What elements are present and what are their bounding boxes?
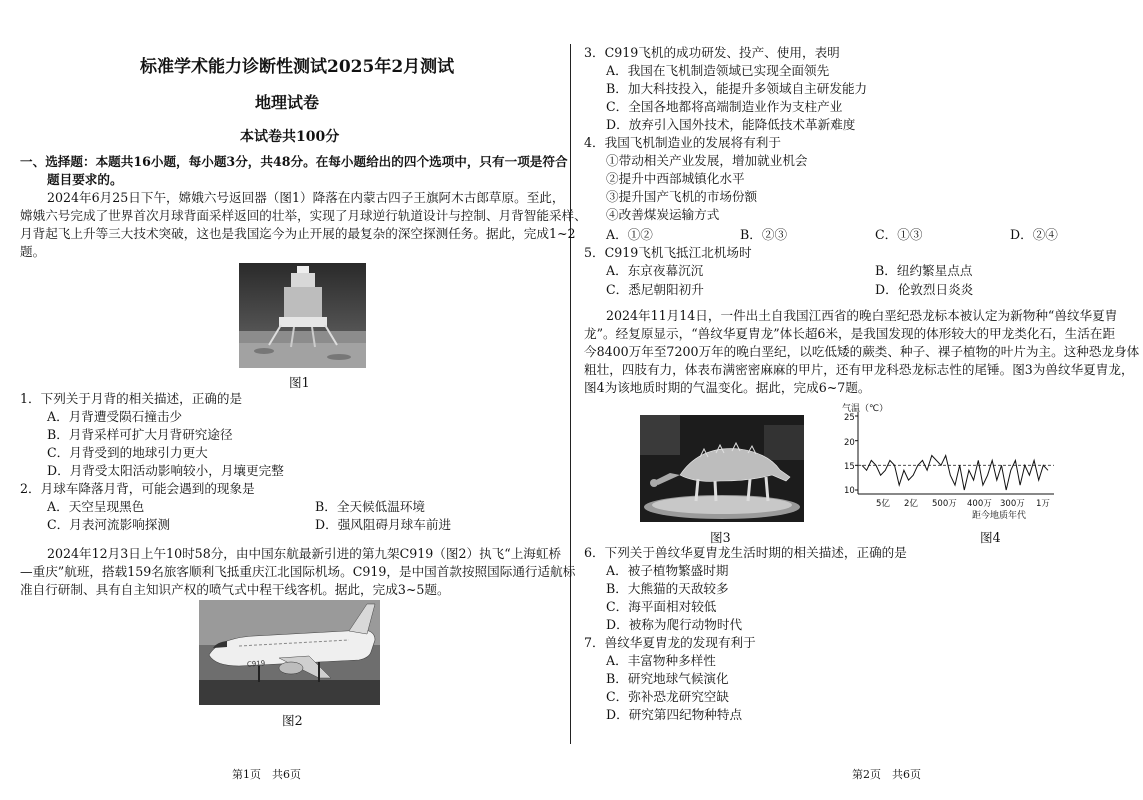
q4-option-c: C．①③ — [875, 227, 923, 242]
passage3-line: 今8400万年至7200万年的晚白垩纪，以吃低矮的蕨类、种子、裸子植物的叶片为主。这种恐龙身体 — [584, 344, 1140, 359]
passage2-line: 2024年12月3日上午10时58分，由中国东航最新引进的第九架C919（图2）执飞“上海虹桥 — [47, 546, 562, 561]
chart-xtick: 2亿 — [904, 499, 918, 509]
q7-option-c: C．弥补恐龙研究空缺 — [606, 689, 729, 704]
q6-option-b: B．大熊猫的天敌较多 — [606, 581, 729, 596]
chart-ytick: 10 — [844, 486, 855, 496]
figure3-dinosaur-photo — [640, 415, 804, 522]
chart-ylabel: 气温（℃） — [842, 404, 889, 414]
q6-option-a: A．被子植物繁盛时期 — [606, 563, 729, 578]
q4-item-1: ①带动相关产业发展，增加就业机会 — [606, 153, 808, 168]
q3-option-a: A．我国在飞机制造领域已实现全面领先 — [606, 63, 830, 78]
q2-option-d: D．强风阻碍月球车前进 — [315, 517, 452, 532]
temperature-chart-svg — [840, 400, 1060, 522]
chart-xtick: 400万 — [967, 499, 992, 509]
q4-stem: 4．我国飞机制造业的发展将有利于 — [584, 135, 781, 150]
q1-stem: 1．下列关于月背的相关描述，正确的是 — [20, 391, 243, 406]
q6-option-d: D．被称为爬行动物时代 — [606, 617, 743, 632]
passage1-line: 嫦娥六号完成了世界首次月球背面采样返回的壮举，实现了月球逆行轨道设计与控制、月背智能采样、 — [20, 208, 587, 223]
q1-option-c: C．月背受到的地球引力更大 — [47, 445, 208, 460]
q2-option-b: B．全天候低温环境 — [315, 499, 426, 514]
q2-option-c: C．月表河流影响探测 — [47, 517, 170, 532]
q2-stem: 2．月球车降落月背，可能会遇到的现象是 — [20, 481, 255, 496]
chart-ytick: 15 — [844, 462, 855, 472]
chart-xtick: 500万 — [932, 499, 957, 509]
q4-item-4: ④改善煤炭运输方式 — [606, 207, 720, 222]
passage3-line: 2024年11月14日，一件出土自我国江西省的晚白垩纪恐龙标本被认定为新物种“兽纹华夏胄 — [606, 308, 1118, 323]
total-score: 本试卷共100分 — [240, 129, 340, 145]
passage1-line: 2024年6月25日下午，嫦娥六号返回器（图1）降落在内蒙古四子王旗阿木古郎草原。至此， — [47, 190, 565, 205]
passage3-line: 龙”。经复原显示，“兽纹华夏胄龙”体长超6米，是我国发现的体形较大的甲龙类化石，生活在距 — [584, 326, 1116, 341]
figure1-lander-photo — [239, 263, 366, 368]
footer-right: 第2页 共6页 — [852, 768, 921, 781]
section-heading: 一、选择题：本题共16小题，每小题3分，共48分。在每小题给出的四个选项中，只有一项是符合 — [20, 154, 568, 169]
q4-option-a: A．①② — [606, 227, 653, 242]
section-heading-cont: 题目要求的。 — [47, 172, 123, 187]
passage3-line: 粗壮，四肢有力，体表布满密密麻麻的甲片，还有甲龙科恐龙标志性的尾锤。图3为兽纹华夏胄龙， — [584, 362, 1134, 377]
passage1-line: 题。 — [20, 244, 46, 259]
q5-option-c: C．悉尼朝阳初升 — [606, 282, 704, 297]
figure2-caption: 图2 — [282, 713, 303, 728]
q1-option-a: A．月背遭受陨石撞击少 — [47, 409, 183, 424]
q1-option-d: D．月背受太阳活动影响较小，月壤更完整 — [47, 463, 284, 478]
figure3-caption: 图3 — [710, 530, 731, 545]
q3-stem: 3．C919飞机的成功研发、投产、使用，表明 — [584, 45, 840, 60]
q7-option-d: D．研究第四纪物种特点 — [606, 707, 743, 722]
chart-xtick: 5亿 — [876, 499, 890, 509]
passage3-line: 图4为该地质时期的气温变化。据此，完成6~7题。 — [584, 380, 871, 395]
subject-title: 地理试卷 — [255, 93, 320, 112]
q4-option-d: D．②④ — [1010, 227, 1058, 242]
q4-option-b: B．②③ — [740, 227, 788, 242]
q4-item-2: ②提升中西部城镇化水平 — [606, 171, 745, 186]
q2-option-a: A．天空呈现黑色 — [47, 499, 145, 514]
q4-item-3: ③提升国产飞机的市场份额 — [606, 189, 758, 204]
q1-option-b: B．月背采样可扩大月背研究途径 — [47, 427, 233, 442]
q3-option-d: D．放弃引入国外技术，能降低技术革新难度 — [606, 117, 856, 132]
column-divider — [570, 44, 571, 744]
chart-xtick: 1万 — [1036, 499, 1050, 509]
q5-option-a: A．东京夜幕沉沉 — [606, 263, 704, 278]
chart-xlabel: 距今地质年代 — [972, 511, 1027, 521]
passage1-line: 月背起飞上升等三大技术突破，这也是我国迄今为止开展的最复杂的深空探测任务。据此，完成1~2 — [20, 226, 576, 241]
q5-stem: 5．C919飞机飞抵江北机场时 — [584, 245, 752, 260]
chart-ytick: 25 — [844, 413, 855, 423]
passage2-line: 准自行研制、具有自主知识产权的喷气式中程干线客机。据此，完成3~5题。 — [20, 582, 450, 597]
q5-option-d: D．伦敦烈日炎炎 — [875, 282, 974, 297]
figure4-chart — [840, 400, 1060, 522]
q7-option-a: A．丰富物种多样性 — [606, 653, 716, 668]
chart-temperature-series — [862, 456, 1048, 491]
figure1-caption: 图1 — [289, 375, 310, 390]
figure2-aircraft-photo — [199, 600, 380, 705]
q5-option-b: B．纽约繁星点点 — [875, 263, 973, 278]
q6-option-c: C．海平面相对较低 — [606, 599, 717, 614]
footer-left: 第1页 共6页 — [232, 768, 301, 781]
figure4-caption: 图4 — [980, 530, 1001, 545]
q6-stem: 6．下列关于兽纹华夏胄龙生活时期的相关描述，正确的是 — [584, 545, 907, 560]
q3-option-c: C．全国各地都将高端制造业作为支柱产业 — [606, 99, 843, 114]
q7-option-b: B．研究地球气候演化 — [606, 671, 729, 686]
chart-xtick: 300万 — [1000, 499, 1025, 509]
q7-stem: 7．兽纹华夏胄龙的发现有利于 — [584, 635, 756, 650]
chart-ytick: 20 — [844, 438, 855, 448]
q3-option-b: B．加大科技投入，能提升多领域自主研发能力 — [606, 81, 868, 96]
passage2-line: —重庆”航班，搭载159名旅客顺利飞抵重庆江北国际机场。C919，是中国首款按照国际通行适航标 — [20, 564, 576, 579]
exam-title: 标准学术能力诊断性测试2025年2月测试 — [140, 57, 455, 77]
plane-marking: C919 — [246, 659, 266, 669]
